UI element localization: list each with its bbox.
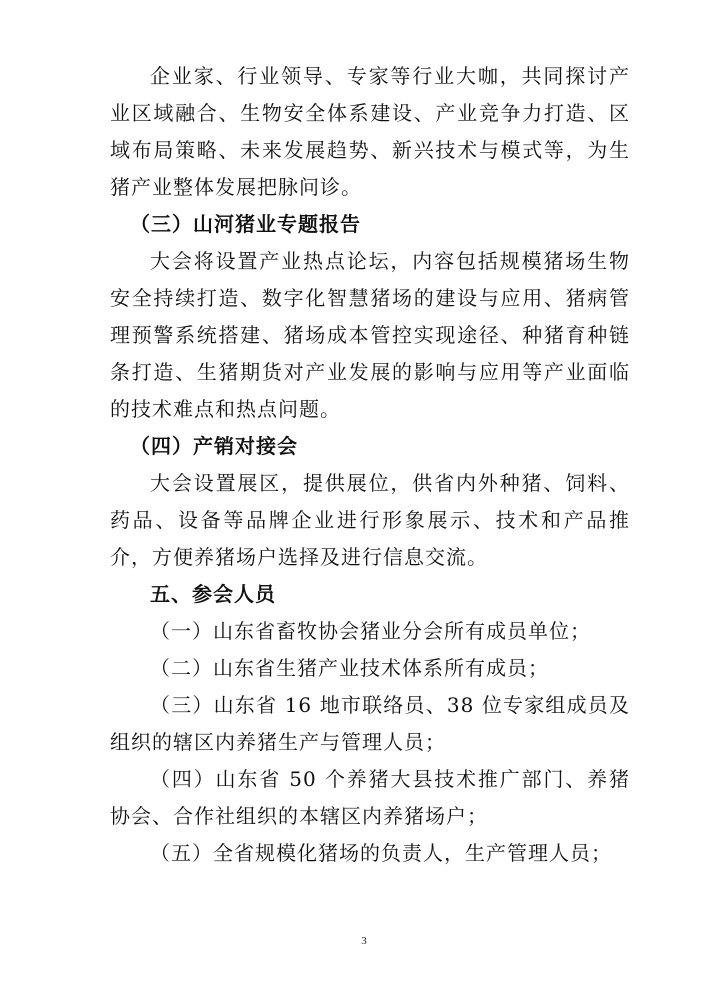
paragraph-exhibition: 大会设置展区，提供展位，供省内外种猪、饲料、药品、设备等品牌企业进行形象展示、技术和产品推介，方便养猪场户选择及进行信息交流。 xyxy=(110,471,630,569)
paragraph-forum: 大会将设置产业热点论坛，内容包括规模猪场生物安全持续打造、数字化智慧猪场的建设与应用、猪病管理预警系统搭建、猪场成本管控实现途径、种猪育种链条打造、生猪期货对产业发展的影响与应用等产业面临的技术难点和热点问题。 xyxy=(110,249,630,421)
section-heading-3: （三）山河猪业专题报告 xyxy=(130,212,361,236)
attendee-item-2: （二）山东省生猪产业技术体系所有成员； xyxy=(150,656,549,680)
attendee-item-4: （四）山东省 50 个养猪大县技术推广部门、养猪协会、合作社组织的本辖区内养猪场户； xyxy=(110,767,630,828)
section-heading-5: 五、参会人员 xyxy=(150,582,276,606)
paragraph-intro-continuation: 企业家、行业领导、专家等行业大咖，共同探讨产业区域融合、生物安全体系建设、产业竞争力打造、区域布局策略、未来发展趋势、新兴技术与模式等，为生猪产业整体发展把脉问诊。 xyxy=(110,64,630,199)
attendee-item-3: （三）山东省 16 地市联络员、38 位专家组成员及组织的辖区内养猪生产与管理人员； xyxy=(110,693,630,754)
page-number: 3 xyxy=(361,935,367,947)
section-heading-4: （四）产销对接会 xyxy=(130,434,298,458)
attendee-item-1: （一）山东省畜牧协会猪业分会所有成员单位； xyxy=(150,619,591,643)
attendee-item-5: （五）全省规模化猪场的负责人，生产管理人员； xyxy=(150,841,612,865)
document-body xyxy=(110,58,630,872)
